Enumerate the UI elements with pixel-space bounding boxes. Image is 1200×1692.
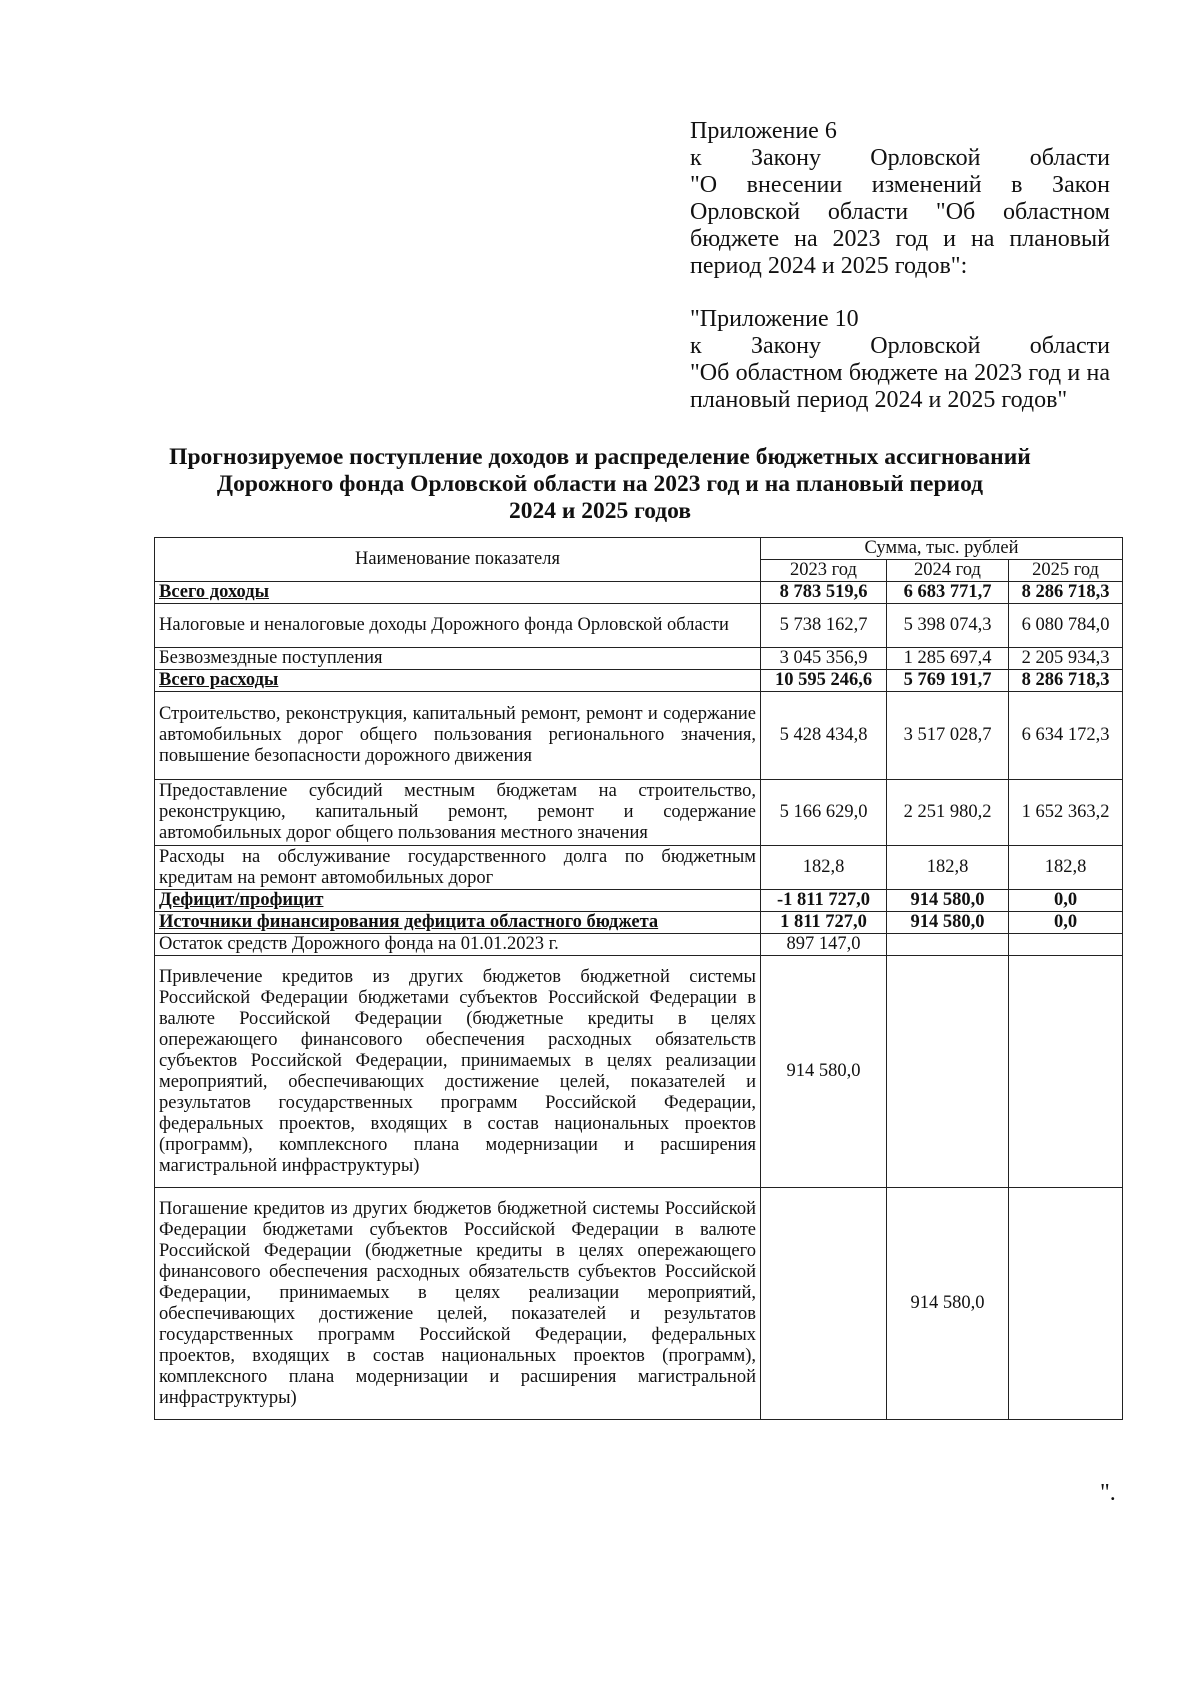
title-line: 2024 и 2025 годов: [508, 498, 692, 524]
value-2025: 6 634 172,3: [1009, 692, 1123, 780]
annex-10-header: [690, 306, 1110, 414]
row-name: Строительство, реконструкция, капитальный ремонт, ремонт и содержание автомобильных дорог общего пользования регионального значения, повышение безопасности дорожного движения: [155, 692, 761, 780]
row-name: Всего доходы: [155, 582, 761, 604]
value-2023: 5 738 162,7: [761, 604, 887, 648]
annex-line: плановый период 2024 и 2025 годов": [690, 387, 1068, 413]
annex-line: период 2024 и 2025 годов":: [690, 253, 968, 279]
row-name: Дефицит/профицит: [155, 890, 761, 912]
value-2025: [1009, 1188, 1123, 1420]
annex-line: к Закону Орловской области: [690, 145, 1110, 171]
road-fund-table: [154, 537, 1123, 1420]
value-2024: 5 398 074,3: [887, 604, 1009, 648]
value-2025: 1 652 363,2: [1009, 780, 1123, 846]
row-name: Погашение кредитов из других бюджетов бюджетной системы Российской Федерации бюджетами субъектов Российской Федерации в валюте Российской Федерации (бюджетные кредиты в целях опережающего финансового обеспечения расходных обязательств субъектов Российской Федерации, принимаемых в целях реализации мероприятий, обеспечивающих достижение целей, показателей и результатов государственных программ Российской Федерации, федеральных проектов, входящих в состав национальных проектов (программ), комплексного плана модернизации и расширения магистральной инфраструктуры): [155, 1188, 761, 1420]
value-2024: 914 580,0: [887, 1188, 1009, 1420]
annex-line: Приложение 6: [690, 118, 837, 144]
annex-line: бюджете на 2023 год и на плановый: [690, 226, 1110, 252]
value-2025: 2 205 934,3: [1009, 648, 1123, 670]
value-2023: 3 045 356,9: [761, 648, 887, 670]
value-2025: 8 286 718,3: [1009, 670, 1123, 692]
value-2023: [761, 1188, 887, 1420]
title-line: Дорожного фонда Орловской области на 2023 год и на плановый период: [216, 471, 984, 497]
value-2023: 182,8: [761, 846, 887, 890]
value-2023: -1 811 727,0: [761, 890, 887, 912]
value-2024: [887, 934, 1009, 956]
row-name: Безвозмездные поступления: [155, 648, 761, 670]
value-2024: 914 580,0: [887, 912, 1009, 934]
value-2025: 8 286 718,3: [1009, 582, 1123, 604]
value-2023: 914 580,0: [761, 956, 887, 1188]
row-name: Налоговые и неналоговые доходы Дорожного фонда Орловской области: [155, 604, 761, 648]
annex-line: "О внесении изменений в Закон: [690, 172, 1110, 198]
table-row: [155, 1188, 1123, 1420]
row-name: Остаток средств Дорожного фонда на 01.01.2023 г.: [155, 934, 761, 956]
annex-line: "Об областном бюджете на 2023 год и на: [690, 360, 1110, 386]
row-name: Всего расходы: [155, 670, 761, 692]
value-2023: 5 166 629,0: [761, 780, 887, 846]
table-row: [155, 582, 1123, 604]
header-year-2023: 2023 год: [761, 560, 887, 582]
value-2024: [887, 956, 1009, 1188]
row-name: Расходы на обслуживание государственного долга по бюджетным кредитам на ремонт автомобильных дорог: [155, 846, 761, 890]
header-year-2025: 2025 год: [1009, 560, 1123, 582]
annex-line: Орловской области "Об областном: [690, 199, 1110, 225]
annex-line: к Закону Орловской области: [690, 333, 1110, 359]
annex-6-header: [690, 118, 1110, 280]
table-row: [155, 670, 1123, 692]
value-2025: 0,0: [1009, 890, 1123, 912]
table-row: [155, 846, 1123, 890]
value-2024: 914 580,0: [887, 890, 1009, 912]
document-title: [130, 444, 1070, 525]
value-2025: [1009, 956, 1123, 1188]
value-2024: 6 683 771,7: [887, 582, 1009, 604]
value-2025: 0,0: [1009, 912, 1123, 934]
table-row: [155, 912, 1123, 934]
value-2024: 5 769 191,7: [887, 670, 1009, 692]
value-2023: 897 147,0: [761, 934, 887, 956]
header-sum: Сумма, тыс. рублей: [761, 538, 1123, 560]
value-2024: 1 285 697,4: [887, 648, 1009, 670]
value-2025: 6 080 784,0: [1009, 604, 1123, 648]
value-2024: 2 251 980,2: [887, 780, 1009, 846]
value-2025: [1009, 934, 1123, 956]
table-row: [155, 934, 1123, 956]
table-row: [155, 890, 1123, 912]
value-2024: 182,8: [887, 846, 1009, 890]
table-row: [155, 648, 1123, 670]
row-name: Предоставление субсидий местным бюджетам на строительство, реконструкцию, капитальный ремонт, ремонт и содержание автомобильных дорог общего пользования местного значения: [155, 780, 761, 846]
closing-quote-mark: ".: [1100, 1480, 1116, 1506]
header-year-2024: 2024 год: [887, 560, 1009, 582]
value-2023: 8 783 519,6: [761, 582, 887, 604]
title-line: Прогнозируемое поступление доходов и распределение бюджетных ассигнований: [169, 444, 1031, 470]
table-row: [155, 604, 1123, 648]
table-row: [155, 956, 1123, 1188]
row-name: Привлечение кредитов из других бюджетов бюджетной системы Российской Федерации бюджетами субъектов Российской Федерации в валюте Российской Федерации (бюджетные кредиты в целях опережающего финансового обеспечения расходных обязательств субъектов Российской Федерации, принимаемых в целях реализации мероприятий, обеспечивающих достижение целей, показателей и результатов государственных программ Российской Федерации, федеральных проектов, входящих в состав национальных проектов (программ), комплексного плана модернизации и расширения магистральной инфраструктуры): [155, 956, 761, 1188]
table-row: [155, 692, 1123, 780]
annex-line: "Приложение 10: [690, 306, 859, 332]
table-row: [155, 780, 1123, 846]
value-2023: 1 811 727,0: [761, 912, 887, 934]
header-indicator-name: Наименование показателя: [155, 538, 761, 582]
row-name: Источники финансирования дефицита областного бюджета: [155, 912, 761, 934]
value-2023: 10 595 246,6: [761, 670, 887, 692]
value-2025: 182,8: [1009, 846, 1123, 890]
value-2024: 3 517 028,7: [887, 692, 1009, 780]
value-2023: 5 428 434,8: [761, 692, 887, 780]
